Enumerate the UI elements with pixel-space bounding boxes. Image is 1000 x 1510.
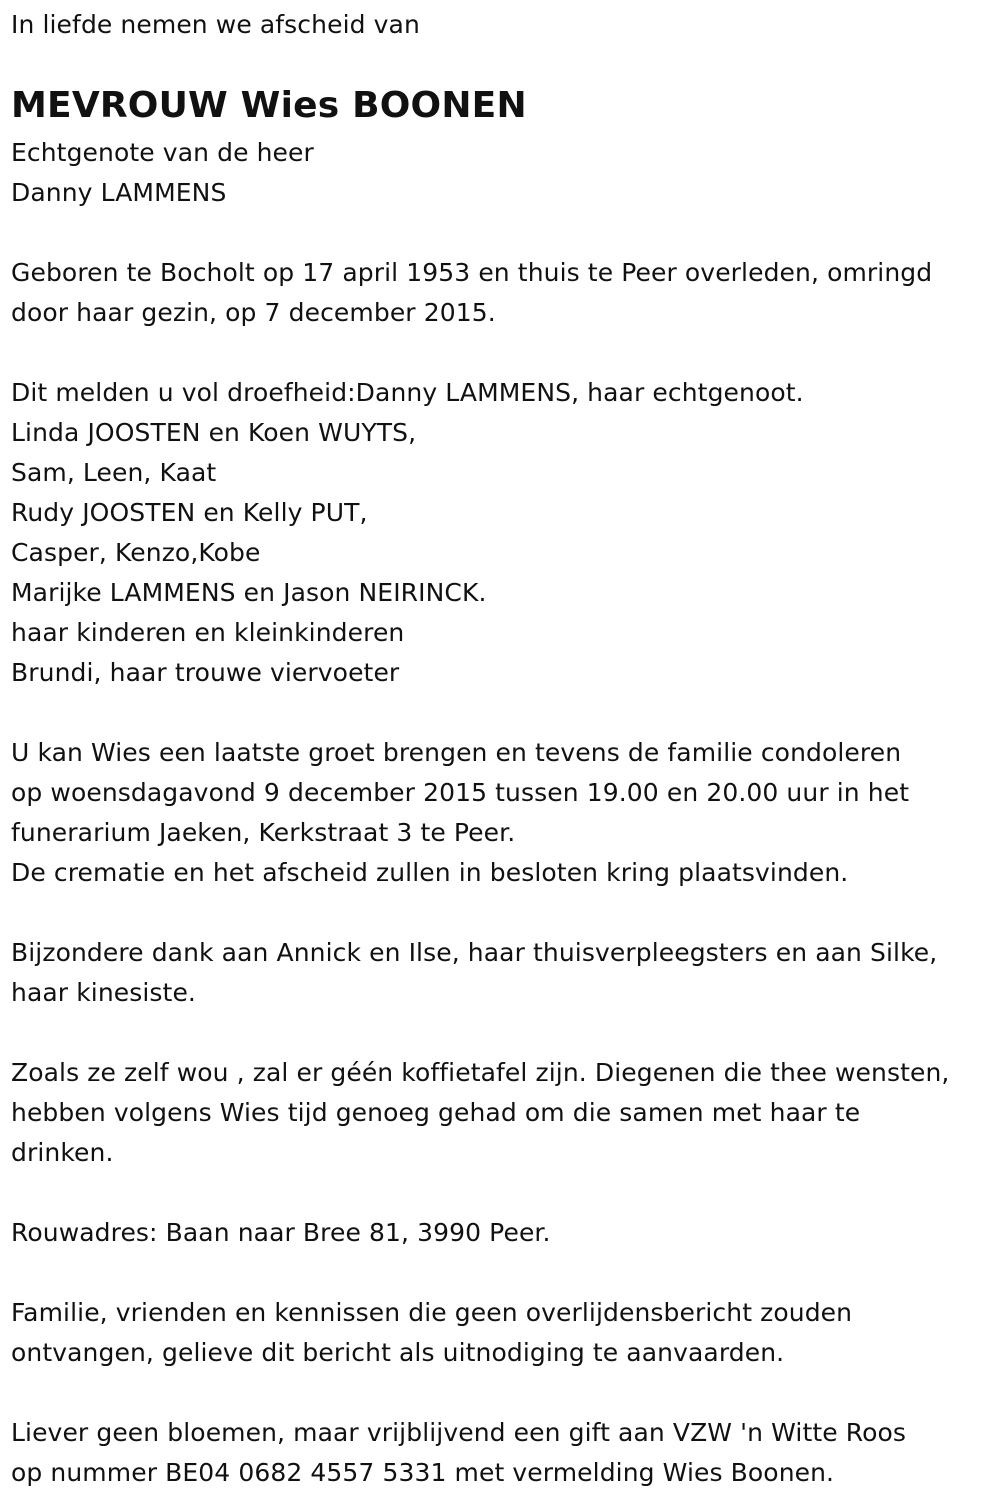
deceased-name: MEVROUW Wies BOONEN bbox=[11, 85, 527, 126]
visitation-paragraph bbox=[11, 733, 909, 893]
family-line: Dit melden u vol droefheid:Danny LAMMENS, haar echtgenoot. bbox=[11, 378, 804, 407]
paragraph-line: funerarium Jaeken, Kerkstraat 3 te Peer. bbox=[11, 818, 516, 847]
paragraph-line: haar kinesiste. bbox=[11, 978, 196, 1007]
family-line: Sam, Leen, Kaat bbox=[11, 458, 217, 487]
paragraph-line: door haar gezin, op 7 december 2015. bbox=[11, 298, 496, 327]
paragraph-line: ontvangen, gelieve dit bericht als uitnodiging te aanvaarden. bbox=[11, 1338, 785, 1367]
intro-line: In liefde nemen we afscheid van bbox=[11, 10, 420, 39]
donation-paragraph bbox=[11, 1413, 906, 1493]
paragraph-line: hebben volgens Wies tijd genoeg gehad om die samen met haar te bbox=[11, 1098, 861, 1127]
spouse-line: Echtgenote van de heer bbox=[11, 138, 314, 167]
paragraph-line: Geboren te Bocholt op 17 april 1953 en thuis te Peer overleden, omringd bbox=[11, 258, 933, 287]
family-line: haar kinderen en kleinkinderen bbox=[11, 618, 405, 647]
mourning-address bbox=[11, 1213, 551, 1253]
paragraph-line: Liever geen bloemen, maar vrijblijvend een gift aan VZW 'n Witte Roos bbox=[11, 1418, 907, 1447]
paragraph-line: drinken. bbox=[11, 1138, 114, 1167]
family-list bbox=[11, 373, 804, 693]
thanks-paragraph bbox=[11, 933, 937, 1013]
family-line: Linda JOOSTEN en Koen WUYTS, bbox=[11, 418, 417, 447]
paragraph-line: Zoals ze zelf wou , zal er géén koffietafel zijn. Diegenen die thee wensten, bbox=[11, 1058, 950, 1087]
paragraph-line: op nummer BE04 0682 4557 5331 met vermelding Wies Boonen. bbox=[11, 1458, 835, 1487]
family-line: Rudy JOOSTEN en Kelly PUT, bbox=[11, 498, 368, 527]
invitation-paragraph bbox=[11, 1293, 852, 1373]
paragraph-line: U kan Wies een laatste groet brengen en tevens de familie condoleren bbox=[11, 738, 902, 767]
family-line: Brundi, haar trouwe viervoeter bbox=[11, 658, 400, 687]
paragraph-line: Rouwadres: Baan naar Bree 81, 3990 Peer. bbox=[11, 1218, 551, 1247]
birth-death-paragraph bbox=[11, 253, 932, 333]
spouse-block bbox=[11, 133, 314, 213]
paragraph-line: De crematie en het afscheid zullen in besloten kring plaatsvinden. bbox=[11, 858, 849, 887]
paragraph-line: op woensdagavond 9 december 2015 tussen 19.00 en 20.00 uur in het bbox=[11, 778, 910, 807]
family-line: Marijke LAMMENS en Jason NEIRINCK. bbox=[11, 578, 487, 607]
coffee-table-paragraph bbox=[11, 1053, 949, 1173]
paragraph-line: Familie, vrienden en kennissen die geen overlijdensbericht zouden bbox=[11, 1298, 853, 1327]
family-line: Casper, Kenzo,Kobe bbox=[11, 538, 261, 567]
spouse-line: Danny LAMMENS bbox=[11, 178, 227, 207]
paragraph-line: Bijzondere dank aan Annick en Ilse, haar thuisverpleegsters en aan Silke, bbox=[11, 938, 938, 967]
